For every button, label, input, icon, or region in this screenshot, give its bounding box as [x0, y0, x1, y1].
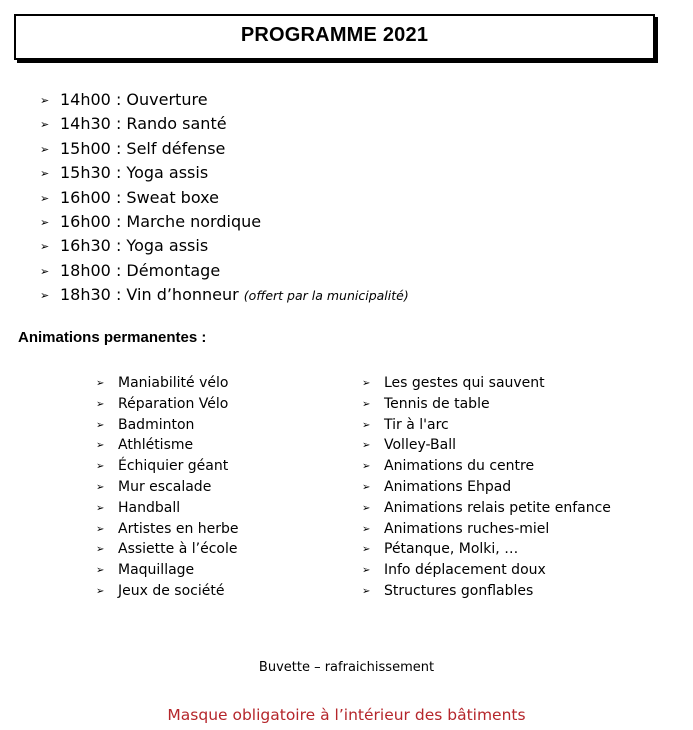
list-item-text: Animations Ehpad: [384, 478, 512, 495]
buvette-text: Buvette – rafraichissement: [258, 660, 435, 675]
list-item-text: Réparation Vélo: [118, 395, 229, 412]
schedule-item-text: 16h00 : Sweat boxe: [60, 187, 219, 207]
list-item-text: Tir à l'arc: [384, 416, 449, 433]
arrow-bullet-icon: ➢: [362, 481, 371, 493]
list-item-text: Maniabilité vélo: [118, 375, 229, 391]
arrow-bullet-icon: ➢: [362, 461, 371, 473]
list-item-text: Artistes en herbe: [118, 520, 239, 537]
schedule-item: [40, 161, 409, 185]
arrow-bullet-icon: ➢: [40, 191, 50, 205]
schedule-item: [40, 259, 409, 283]
animations-list-left: [96, 373, 239, 602]
list-item-text: Athlétisme: [118, 437, 194, 454]
arrow-bullet-icon: ➢: [362, 419, 371, 431]
arrow-bullet-icon: ➢: [96, 378, 105, 389]
list-item: [362, 498, 611, 519]
list-item: [362, 539, 611, 560]
list-item: [96, 373, 239, 394]
arrow-bullet-icon: ➢: [40, 289, 50, 303]
arrow-bullet-icon: ➢: [96, 481, 105, 493]
list-item: [96, 498, 239, 519]
arrow-bullet-icon: ➢: [40, 142, 50, 156]
arrow-bullet-icon: ➢: [96, 440, 105, 452]
list-item-text: Animations ruches-miel: [384, 520, 550, 537]
arrow-bullet-icon: ➢: [40, 264, 50, 278]
schedule-item-text: 15h00 : Self défense: [60, 138, 226, 158]
schedule-item: [40, 210, 409, 234]
arrow-bullet-icon: ➢: [96, 398, 105, 410]
arrow-bullet-icon: ➢: [40, 240, 50, 254]
schedule-item-note: (offert par la municipalité): [243, 288, 409, 304]
arrow-bullet-icon: ➢: [362, 378, 371, 389]
schedule-item: [40, 112, 409, 136]
list-item: [96, 415, 239, 436]
arrow-bullet-icon: ➢: [362, 565, 371, 577]
arrow-bullet-icon: ➢: [96, 565, 105, 577]
list-item-text: Structures gonflables: [384, 582, 534, 599]
list-item-text: Échiquier géant: [118, 458, 229, 475]
list-item-text: Les gestes qui sauvent: [384, 375, 545, 391]
list-item-text: Handball: [118, 499, 181, 516]
arrow-bullet-icon: ➢: [40, 94, 50, 107]
list-item: [362, 394, 611, 415]
schedule-item-text: 15h30 : Yoga assis: [60, 163, 209, 183]
schedule-list: [40, 88, 409, 308]
animations-heading: Animations permanentes :: [18, 329, 207, 346]
schedule-item-text: 14h30 : Rando santé: [60, 114, 227, 134]
title-box: [14, 14, 655, 60]
list-item: [96, 435, 239, 456]
list-item: [362, 560, 611, 581]
list-item: [96, 539, 239, 560]
list-item-text: Animations du centre: [384, 458, 535, 475]
arrow-bullet-icon: ➢: [362, 585, 371, 597]
arrow-bullet-icon: ➢: [362, 544, 371, 556]
list-item-text: Pétanque, Molki, …: [384, 541, 519, 558]
list-item: [362, 373, 611, 394]
list-item-text: Animations relais petite enfance: [384, 499, 611, 516]
arrow-bullet-icon: ➢: [96, 585, 105, 597]
schedule-item-text: 16h30 : Yoga assis: [60, 236, 209, 256]
schedule-item: [40, 234, 409, 258]
arrow-bullet-icon: ➢: [96, 419, 105, 431]
arrow-bullet-icon: ➢: [96, 523, 105, 535]
schedule-item-text: 18h30 : Vin d’honneur: [60, 285, 239, 305]
arrow-bullet-icon: ➢: [362, 523, 371, 535]
schedule-item-text: 14h00 : Ouverture: [60, 90, 208, 109]
page-title: PROGRAMME 2021: [240, 24, 429, 46]
animations-list-right: [362, 373, 611, 602]
list-item: [362, 456, 611, 477]
list-item: [96, 581, 239, 602]
schedule-item: [40, 186, 409, 210]
list-item-text: Volley-Ball: [384, 437, 457, 454]
list-item: [96, 456, 239, 477]
list-item-text: Mur escalade: [118, 478, 212, 495]
list-item: [362, 415, 611, 436]
list-item: [96, 560, 239, 581]
arrow-bullet-icon: ➢: [362, 502, 371, 514]
arrow-bullet-icon: ➢: [40, 167, 50, 181]
list-item: [362, 519, 611, 540]
arrow-bullet-icon: ➢: [40, 215, 50, 229]
schedule-item: [40, 88, 409, 112]
arrow-bullet-icon: ➢: [362, 440, 371, 452]
list-item: [96, 477, 239, 498]
list-item-text: Assiette à l’école: [118, 541, 238, 558]
arrow-bullet-icon: ➢: [40, 118, 50, 132]
arrow-bullet-icon: ➢: [96, 544, 105, 556]
list-item-text: Tennis de table: [384, 395, 490, 412]
list-item-text: Maquillage: [118, 562, 195, 579]
schedule-item-text: 16h00 : Marche nordique: [60, 211, 262, 231]
schedule-item-text: 18h00 : Démontage: [60, 260, 221, 280]
schedule-item: [40, 283, 409, 307]
arrow-bullet-icon: ➢: [96, 461, 105, 473]
list-item: [362, 581, 611, 602]
arrow-bullet-icon: ➢: [362, 398, 371, 410]
mask-notice: Masque obligatoire à l’intérieur des bâtiments: [167, 706, 526, 724]
list-item-text: Badminton: [118, 416, 195, 433]
list-item: [362, 477, 611, 498]
list-item: [362, 435, 611, 456]
list-item: [96, 519, 239, 540]
list-item-text: Info déplacement doux: [384, 562, 546, 579]
schedule-item: [40, 137, 409, 161]
list-item-text: Jeux de société: [118, 582, 225, 599]
arrow-bullet-icon: ➢: [96, 502, 105, 514]
list-item: [96, 394, 239, 415]
